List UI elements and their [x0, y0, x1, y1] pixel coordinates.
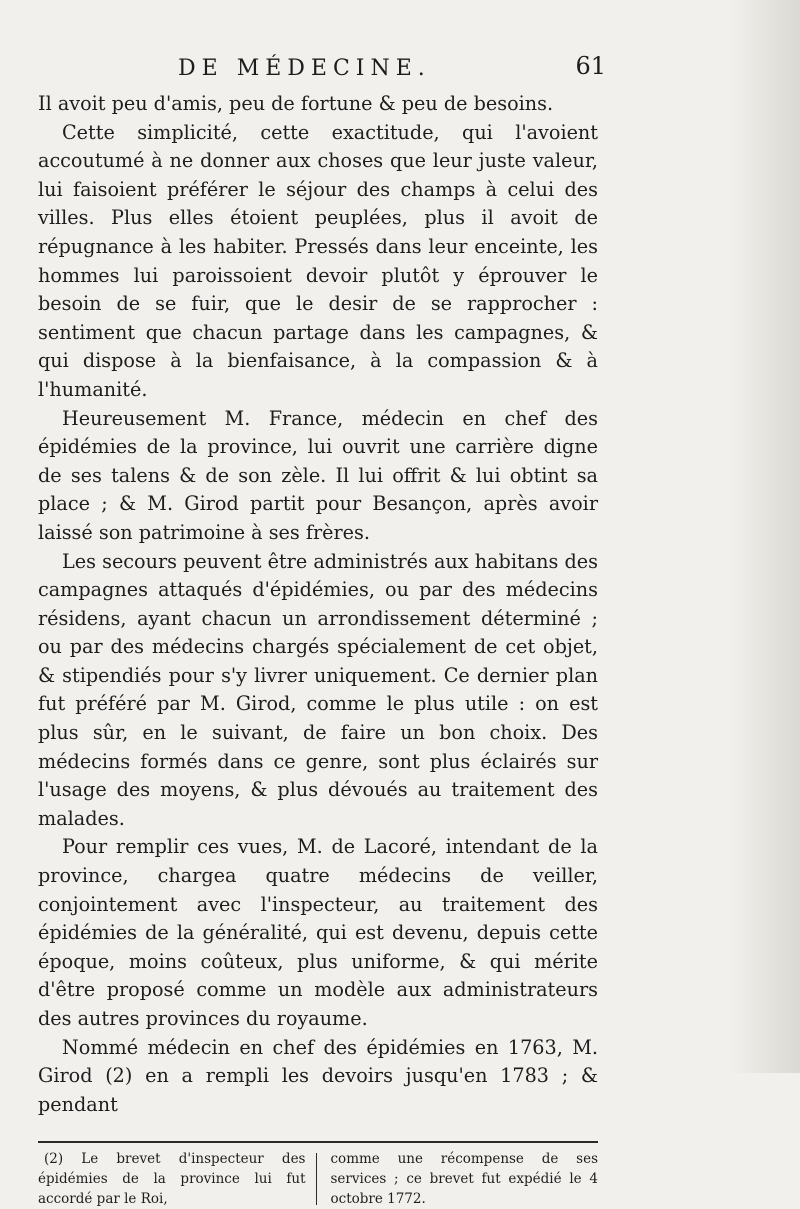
page-gutter-shadow	[730, 0, 800, 1073]
paragraph-2: Cette simplicité, cette exactitude, qui l'avoient accoutumé à ne donner aux choses que leur juste valeur, lui faisoient préférer le séjour des champs à celui des villes. Plus elles étoient peuplées, plus il avoit de répugnance à les habiter. Pressés dans leur enceinte, les hommes lui paroissoient devoir plutôt y éprouver le besoin de se fuir, que le desir de se rapprocher : sentiment que chacun partage dans les campagnes, & qui dispose à la bienfaisance, à la compassion & à l'humanité.	[38, 120, 598, 401]
footnote-right-text: comme une récompense de ses services ; ce brevet fut expédié le 4 octobre 1772.	[330, 1151, 598, 1208]
page-number: 61	[575, 52, 606, 80]
main-text	[38, 90, 598, 1119]
book-page	[38, 50, 606, 1209]
footnote-area	[38, 1149, 598, 1209]
paragraph-1: Il avoit peu d'amis, peu de fortune & peu de besoins.	[38, 92, 554, 115]
footnote-column-divider	[316, 1153, 317, 1205]
running-title: DE MÉDECINE.	[178, 56, 431, 81]
footnote-left-column	[38, 1149, 316, 1209]
paragraph-6: Nommé médecin en chef des épidémies en 1763, M. Girod (2) en a rempli les devoirs jusqu'en 1783 ; & pendant	[38, 1035, 598, 1116]
paragraph-4: Les secours peuvent être administrés aux habitans des campagnes attaqués d'épidémies, ou par des médecins résidens, ayant chacun un arrondissement déterminé ; ou par des médecins chargés spécialement de cet objet, & stipendiés pour s'y livrer uniquement. Ce dernier plan fut préféré par M. Girod, comme le plus utile : on est plus sûr, en le suivant, de faire un bon choix. Des médecins formés dans ce genre, sont plus éclairés sur l'usage des moyens, & plus dévoués au traitement des malades.	[38, 549, 598, 830]
paragraph-5: Pour remplir ces vues, M. de Lacoré, intendant de la province, chargea quatre médecins de veiller, conjointement avec l'inspecteur, au traitement des épidémies de la généralité, qui est devenu, depuis cette époque, moins coûteux, plus uniforme, & qui mérite d'être proposé comme un modèle aux administrateurs des autres provinces du royaume.	[38, 835, 598, 1030]
footnote-rule	[38, 1141, 598, 1143]
footnote-right-column	[325, 1149, 599, 1209]
paragraph-3: Heureusement M. France, médecin en chef des épidémies de la province, lui ouvrit une carrière digne de ses talens & de son zèle. Il lui offrit & lui obtint sa place ; & M. Girod partit pour Besançon, après avoir laissé son patrimoine à ses frères.	[38, 406, 598, 544]
footnote-left-text: (2) Le brevet d'inspecteur des épidémies de la province lui fut accordé par le Roi,	[38, 1151, 306, 1208]
page-header	[38, 50, 606, 90]
